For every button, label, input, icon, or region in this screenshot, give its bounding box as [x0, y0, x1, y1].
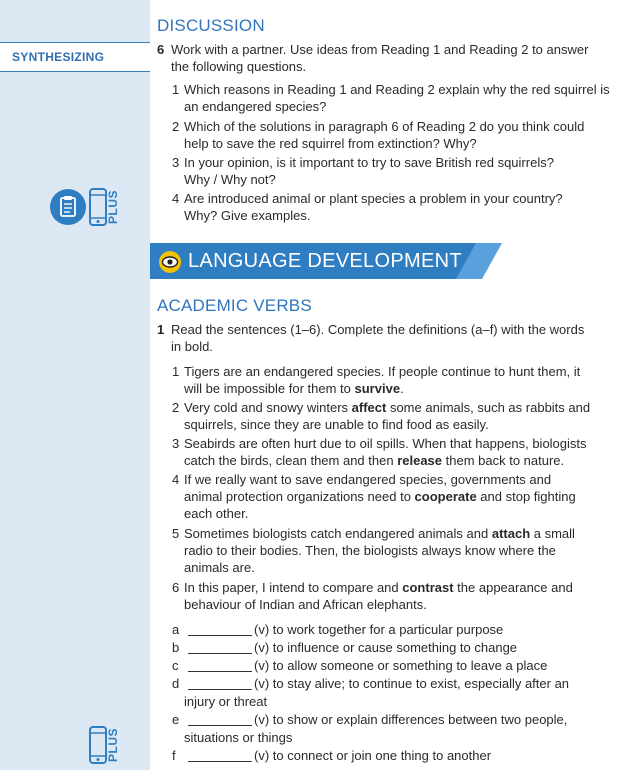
answer-blank[interactable]	[188, 748, 252, 762]
discussion-question: Which of the solutions in paragraph 6 of Reading 2 do you think could help to save the red squirrel from extinction? Why?	[184, 119, 585, 151]
bold-word: affect	[351, 400, 387, 415]
answer-blank[interactable]	[188, 676, 252, 690]
sentence: In this paper, I intend to compare and contrast the appearance and behaviour of Indian and African elephants.	[184, 580, 573, 612]
sentence: If we really want to save endangered species, governments and animal protection organizations need to cooperate and stop fighting each other.	[184, 472, 576, 521]
bold-word: contrast	[402, 580, 454, 595]
eye-icon	[158, 250, 182, 274]
academic-verbs-heading: ACADEMIC VERBS	[157, 296, 312, 315]
definition-text-cont: situations or things	[184, 730, 293, 745]
definition-text-cont: injury or threat	[184, 694, 268, 709]
answer-blank[interactable]	[188, 622, 252, 636]
sentence-number: 3	[172, 436, 180, 451]
discussion-question: Which reasons in Reading 1 and Reading 2 explain why the red squirrel is an endangered species?	[184, 82, 610, 114]
sentence: Sometimes biologists catch endangered animals and attach a small radio to their bodies. Then, the biologists always know where the animals are.	[184, 526, 575, 575]
banner-title: LANGUAGE DEVELOPMENT	[188, 250, 462, 272]
answer-blank[interactable]	[188, 640, 252, 654]
bold-word: release	[397, 453, 443, 468]
workbook-icon[interactable]	[49, 188, 87, 226]
plus-label-top: PLUS	[106, 190, 120, 225]
answer-blank[interactable]	[188, 658, 252, 672]
definition-letter: c	[172, 658, 179, 673]
definition-letter: d	[172, 676, 180, 691]
question-number: 3	[172, 155, 180, 170]
definition-text: (v) to show or explain differences between two people,	[254, 712, 568, 727]
exercise-number: 1	[157, 322, 165, 337]
sentence-number: 2	[172, 400, 180, 415]
definition-letter: b	[172, 640, 180, 655]
academic-intro: Read the sentences (1–6). Complete the definitions (a–f) with the words in bold.	[171, 322, 585, 354]
sentence-number: 4	[172, 472, 180, 487]
sentence: Seabirds are often hurt due to oil spills. When that happens, biologists catch the birds, clean them and then release them back to nature.	[184, 436, 587, 468]
sentence: Very cold and snowy winters affect some animals, such as rabbits and squirrels, since they are unable to find food as easily.	[184, 400, 591, 432]
bold-word: attach	[491, 526, 531, 541]
discussion-intro: Work with a partner. Use ideas from Reading 1 and Reading 2 to answer the following questions.	[171, 42, 589, 74]
sentence-number: 5	[172, 526, 180, 541]
bold-word: cooperate	[414, 489, 477, 504]
sentence-number: 1	[172, 364, 180, 379]
exercise-number: 6	[157, 42, 165, 57]
definition-letter: e	[172, 712, 180, 727]
sentence: Tigers are an endangered species. If people continue to hunt them, it will be impossible for them to survive.	[184, 364, 581, 396]
bold-word: survive	[354, 381, 401, 396]
sentence-number: 6	[172, 580, 180, 595]
answer-blank[interactable]	[188, 712, 252, 726]
question-number: 2	[172, 119, 180, 134]
definition-text: (v) to allow someone or something to leave a place	[254, 658, 548, 673]
discussion-heading: DISCUSSION	[157, 16, 265, 35]
question-number: 4	[172, 191, 180, 206]
plus-label-bottom: PLUS	[106, 728, 120, 763]
definition-letter: f	[172, 748, 176, 763]
definition-letter: a	[172, 622, 180, 637]
sidebar	[0, 0, 150, 770]
definition-text: (v) to connect or join one thing to another	[254, 748, 492, 763]
discussion-question: In your opinion, is it important to try to save British red squirrels? Why / Why not?	[184, 155, 554, 187]
definition-text: (v) to influence or cause something to change	[254, 640, 518, 655]
definition-text: (v) to work together for a particular purpose	[254, 622, 504, 637]
question-number: 1	[172, 82, 180, 97]
definition-text: (v) to stay alive; to continue to exist, especially after an	[254, 676, 570, 691]
synthesizing-tab: SYNTHESIZING	[0, 42, 150, 72]
discussion-question: Are introduced animal or plant species a problem in your country? Why? Give examples.	[184, 191, 563, 223]
